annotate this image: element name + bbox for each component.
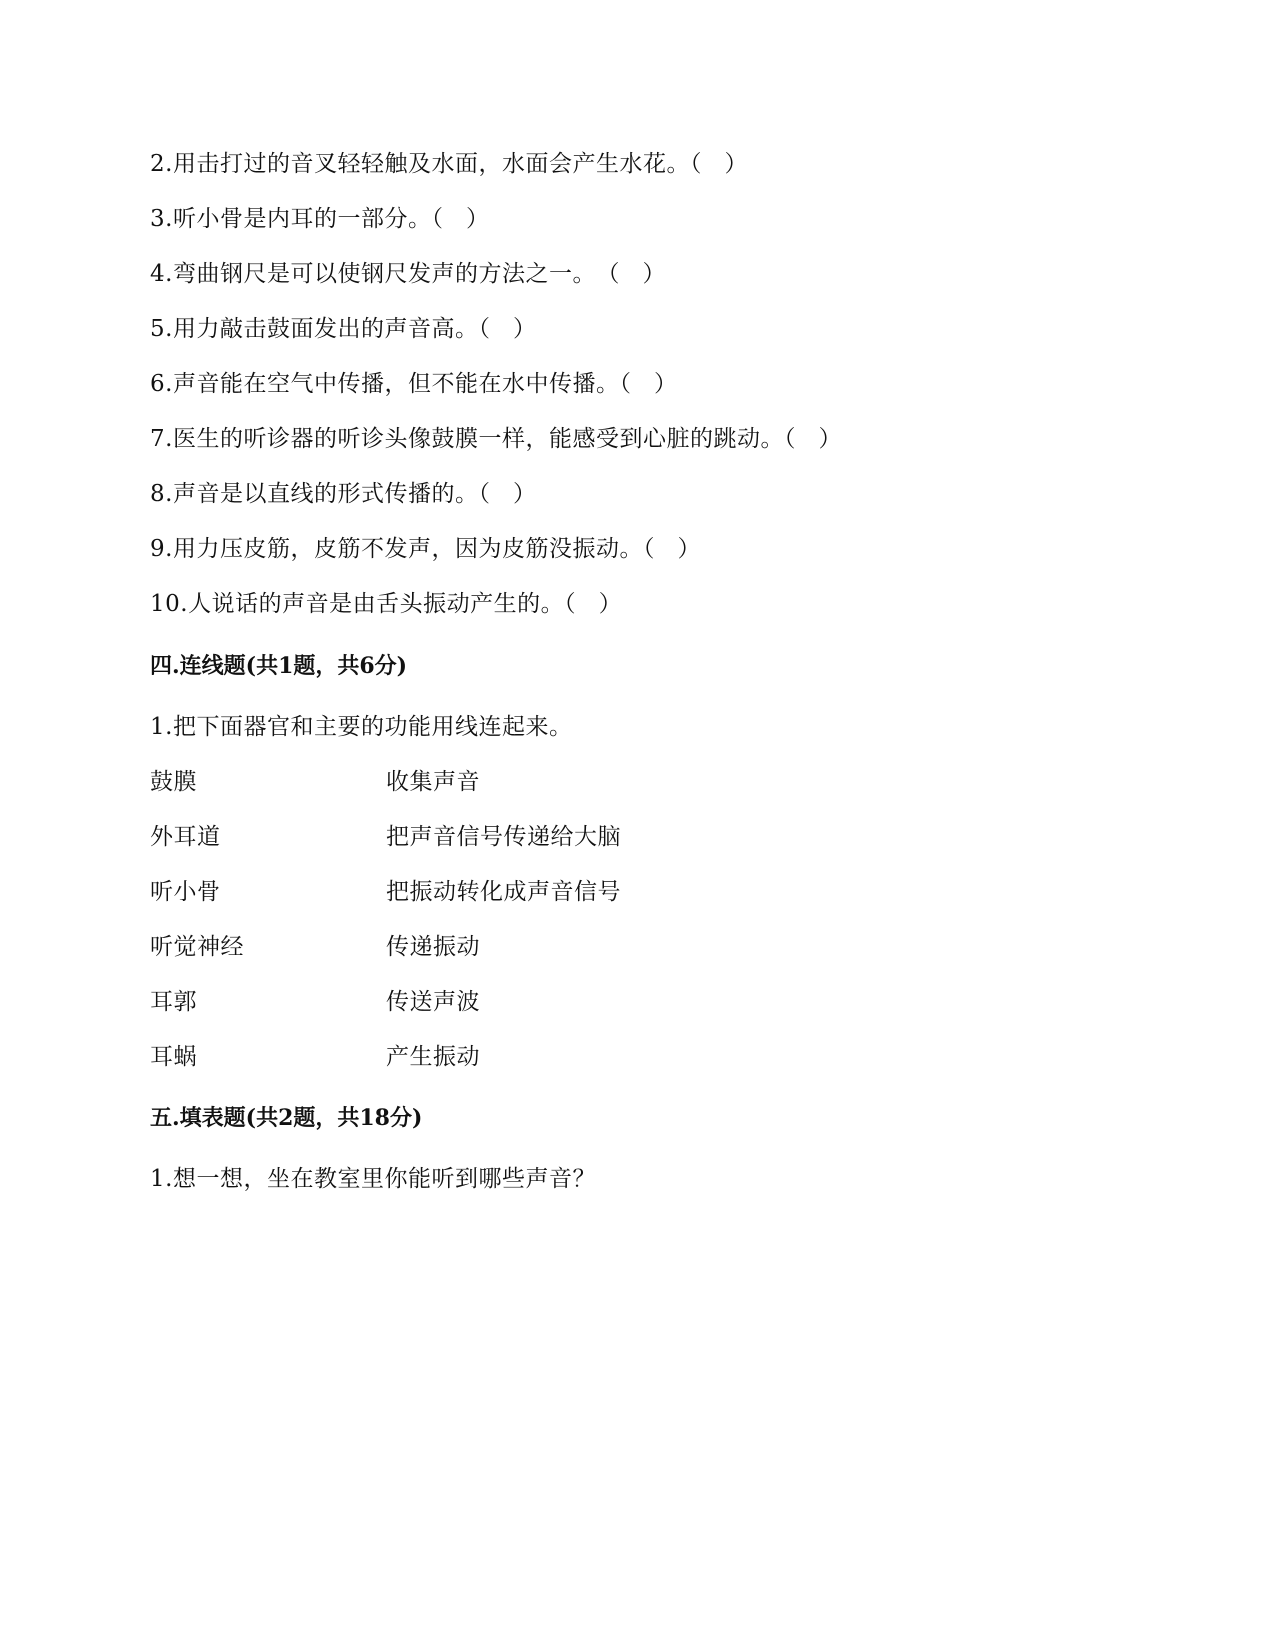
tf-item-2 bbox=[150, 150, 747, 178]
organ-label[interactable]: 鼓膜 bbox=[150, 769, 197, 795]
tf-item-6 bbox=[150, 370, 677, 398]
function-label[interactable]: 传递振动 bbox=[386, 934, 480, 960]
tf-item-text: 5.用力敲击鼓面发出的声音高。 bbox=[150, 316, 479, 342]
tf-item-3 bbox=[150, 205, 489, 233]
tf-item-5 bbox=[150, 315, 536, 343]
organ-label[interactable]: 听觉神经 bbox=[150, 934, 244, 960]
organ-label[interactable]: 耳蜗 bbox=[150, 1044, 197, 1070]
tf-item-9 bbox=[150, 535, 700, 563]
tf-item-text: 4.弯曲钢尺是可以使钢尺发声的方法之一。 bbox=[150, 261, 608, 287]
section-heading: 四.连线题(共1题，共6分) bbox=[150, 653, 408, 679]
answer-blank[interactable]: （ ） bbox=[619, 371, 677, 397]
answer-blank[interactable]: （ ） bbox=[478, 316, 536, 342]
organ-label[interactable]: 听小骨 bbox=[150, 879, 221, 905]
tf-item-text: 3.听小骨是内耳的一部分。 bbox=[150, 206, 432, 232]
answer-blank[interactable]: （ ） bbox=[431, 206, 489, 232]
answer-blank[interactable]: （ ） bbox=[607, 261, 666, 287]
tf-item-8 bbox=[150, 480, 536, 508]
tf-item-text: 2.用击打过的音叉轻轻触及水面，水面会产生水花。 bbox=[150, 151, 690, 177]
section-heading: 五.填表题(共2题，共18分) bbox=[150, 1105, 423, 1131]
question-text: 1.把下面器官和主要的功能用线连起来。 bbox=[150, 714, 573, 740]
function-label[interactable]: 把声音信号传递给大脑 bbox=[386, 824, 621, 850]
tf-item-10 bbox=[150, 590, 622, 618]
answer-blank[interactable]: （ ） bbox=[564, 591, 622, 617]
answer-blank[interactable]: （ ） bbox=[783, 426, 842, 452]
organ-label[interactable]: 外耳道 bbox=[150, 824, 221, 850]
question-text: 1.想一想，坐在教室里你能听到哪些声音？ bbox=[150, 1166, 596, 1192]
tf-item-7 bbox=[150, 425, 841, 453]
tf-item-text: 10.人说话的声音是由舌头振动产生的。 bbox=[150, 591, 565, 617]
function-label[interactable]: 产生振动 bbox=[386, 1044, 480, 1070]
answer-blank[interactable]: （ ） bbox=[478, 481, 536, 507]
function-label[interactable]: 传送声波 bbox=[386, 989, 480, 1015]
answer-blank[interactable]: （ ） bbox=[689, 151, 748, 177]
tf-item-4 bbox=[150, 260, 665, 288]
tf-item-text: 9.用力压皮筋，皮筋不发声，因为皮筋没振动。 bbox=[150, 536, 643, 562]
tf-item-text: 7.医生的听诊器的听诊头像鼓膜一样，能感受到心脏的跳动。 bbox=[150, 426, 784, 452]
tf-item-text: 6.声音能在空气中传播，但不能在水中传播。 bbox=[150, 371, 620, 397]
tf-item-text: 8.声音是以直线的形式传播的。 bbox=[150, 481, 479, 507]
organ-label[interactable]: 耳郭 bbox=[150, 989, 197, 1015]
function-label[interactable]: 收集声音 bbox=[386, 769, 480, 795]
answer-blank[interactable]: （ ） bbox=[642, 536, 701, 562]
function-label[interactable]: 把振动转化成声音信号 bbox=[386, 879, 621, 905]
